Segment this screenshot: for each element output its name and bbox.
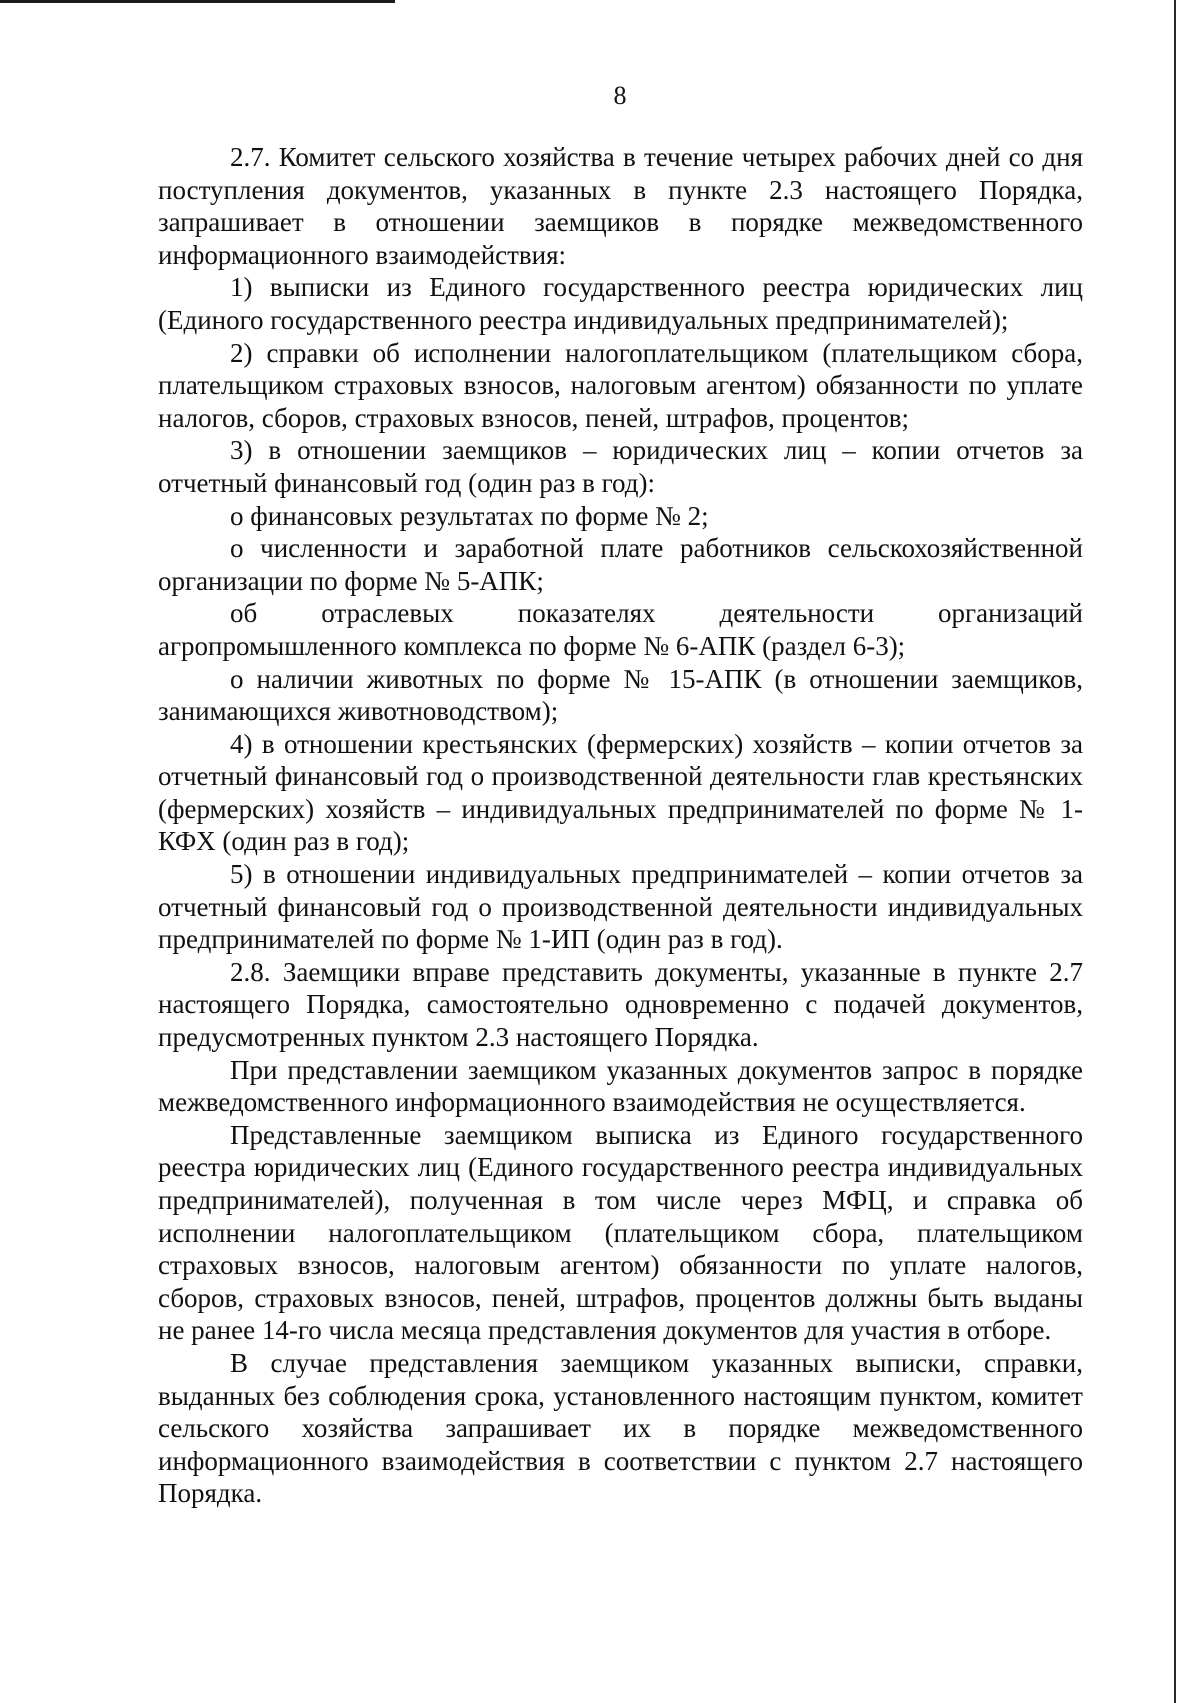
- scan-edge-right: [1174, 0, 1200, 1703]
- paragraph-2-8: 2.8. Заемщики вправе представить документы, указанные в пункте 2.7 настоящего Порядка, самостоятельно одновременно с подачей документов, предусмотренных пунктом 2.3 настоящего Порядка.: [158, 956, 1083, 1053]
- page-number: 8: [613, 81, 627, 110]
- paragraph-request-note: При представлении заемщиком указанных документов запрос в порядке межведомственного информационного взаимодействия не осуществляется.: [158, 1054, 1083, 1118]
- sub-item-form-15-apk: о наличии животных по форме № 15-АПК (в отношении заемщиков, занимающихся животноводством);: [158, 663, 1083, 727]
- list-item-5: 5) в отношении индивидуальных предпринимателей – копии отчетов за отчетный финансовый год о производственной деятельности индивидуальных предпринимателей по форме № 1-ИП (один раз в год).: [158, 859, 1083, 955]
- list-item-4: 4) в отношении крестьянских (фермерских) хозяйств – копии отчетов за отчетный финансовый год о производственной деятельности глав крестьянских (фермерских) хозяйств – индивидуальных предпринимателей по форме № 1-КФХ (один раз в год);: [158, 728, 1083, 857]
- paragraph-2-7: 2.7. Комитет сельского хозяйства в течение четырех рабочих дней со дня поступления документов, указанных в пункте 2.3 настоящего Порядка, запрашивает в отношении заемщиков в порядке межведомственного информационного взаимодействия:: [158, 142, 1083, 270]
- sub-item-form-2: о финансовых результатах по форме № 2;: [230, 500, 709, 531]
- list-item-1: 1) выписки из Единого государственного реестра юридических лиц (Единого государственного реестра индивидуальных предпринимателей);: [158, 272, 1083, 335]
- sub-item-form-6-apk: об отраслевых показателях деятельности организаций агропромышленного комплекса по форме № 6-АПК (раздел 6-3);: [158, 598, 1083, 661]
- sub-item-form-5-apk: о численности и заработной плате работников сельскохозяйственной организации по форме № 5-АПК;: [158, 533, 1083, 596]
- list-item-3: 3) в отношении заемщиков – юридических лиц – копии отчетов за отчетный финансовый год (один раз в год):: [158, 435, 1083, 498]
- scan-edge-top: [0, 0, 395, 3]
- document-body: [158, 141, 1083, 1510]
- paragraph-late-documents: В случае представления заемщиком указанных выписки, справки, выданных без соблюдения срока, установленного настоящим пунктом, комитет сельского хозяйства запрашивает их в порядке межведомственного информационного взаимодействия в соответствии с пунктом 2.7 настоящего Порядка.: [158, 1347, 1083, 1509]
- paragraph-issue-date-rule: Представленные заемщиком выписка из Единого государственного реестра юридических лиц (Единого государственного реестра индивидуальных предпринимателей), полученная в том числе через МФЦ, и справка об исполнении налогоплательщиком (плательщиком сбора, плательщиком страховых взносов, налоговым агентом) обязанности по уплате налогов, сборов, страховых взносов, пеней, штрафов, процентов должны быть выданы не ранее 14-го числа месяца представления документов для участия в отборе.: [158, 1119, 1083, 1346]
- list-item-2: 2) справки об исполнении налогоплательщиком (плательщиком сбора, плательщиком страховых взносов, налоговым агентом) обязанности по уплате налогов, сборов, страховых взносов, пеней, штрафов, процентов;: [158, 337, 1083, 433]
